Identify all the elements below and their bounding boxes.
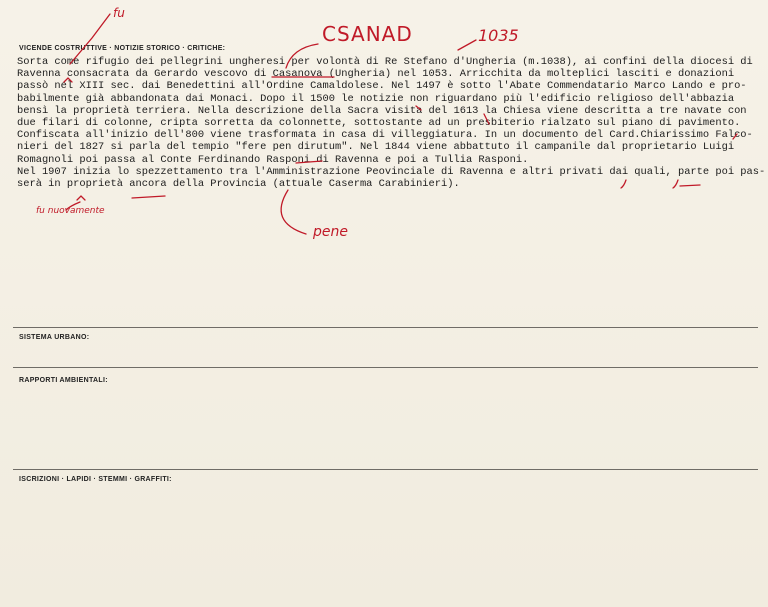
annotation-csanad: CSANAD	[322, 22, 413, 46]
annotation-arrow	[281, 190, 306, 234]
correction-mark	[416, 106, 421, 110]
text-line: Romagnoli poi passa al Conte Ferdinando Rasponi di Ravenna e poi a Tullia Rasponi.	[17, 153, 529, 166]
text-line: bensì la proprietà terriera. Nella descrizione della Sacra visita del 1613 la Chiesa viene descritta a tre navate con	[17, 104, 747, 117]
text-line: babilmente già abbandonata dai Monaci. Dopo il 1500 le notizie non riguardano più l'edificio religioso dell'abbazia	[17, 92, 735, 105]
correction-mark	[484, 114, 489, 124]
annotation-arrow	[286, 44, 318, 68]
text-line: serà in proprietà ancora della Provincia (attuale Caserma Carabinieri).	[17, 178, 460, 191]
correction-mark	[77, 196, 85, 200]
strike-mark	[680, 185, 700, 186]
strike-mark	[296, 161, 322, 163]
correction-mark	[621, 180, 626, 188]
text-line: passò nel XIII sec. dai Benedettini all'Ordine Camaldolese. Nel 1497 è sotto l'Abate Commendatario Marco Lando e pro-	[17, 80, 747, 93]
text-line: Ravenna consacrata da Gerardo vescovo di Casanova (Ungheria) nel 1053. Arricchita da molteplici lasciti e donazioni	[17, 68, 735, 81]
section-label-vicende: VICENDE COSTRUTTIVE · NOTIZIE STORICO · CRITICHE:	[19, 45, 226, 52]
annotation-arrow	[458, 40, 476, 50]
annotation-arrow	[70, 14, 110, 64]
correction-mark	[64, 78, 72, 82]
annotation-fu-nuovamente: fu nuovamente	[36, 206, 105, 216]
text-line: nieri del 1827 si parla del tempio "fere pen dirutum". Nel 1844 viene abbattuto il campanile dal proprietario Luigi	[17, 141, 735, 154]
strike-mark	[132, 196, 165, 198]
text-line: due filari di colonne, cripta sorretta da colonnette, sottostante ad un presbiterio rialzato sul piano di pavimento.	[17, 117, 741, 130]
annotation-fu: fu	[113, 6, 125, 20]
section-label-sistema-urbano: SISTEMA URBANO:	[19, 334, 90, 341]
text-line: Confiscata all'inizio dell'800 viene trasformata in casa di villeggiatura. In un documento del Card.Chiarissimo Falco-	[17, 129, 753, 142]
correction-mark	[673, 180, 678, 188]
annotation-pene: pene	[313, 224, 348, 240]
section-label-iscrizioni: ISCRIZIONI · LAPIDI · STEMMI · GRAFFITI:	[19, 476, 172, 483]
annotation-arrow	[66, 202, 80, 210]
section-label-rapporti-ambientali: RAPPORTI AMBIENTALI:	[19, 377, 108, 384]
correction-mark	[733, 134, 737, 139]
text-line: Sorta come rifugio dei pellegrini ungheresi per volontà di Re Stefano d'Ungheria (m.1038), ai confini della diocesi di	[17, 56, 753, 68]
annotation-year: 1035	[478, 26, 519, 45]
text-line: Nel 1907 inizia lo spezzettamento tra l'Amministrazione Peovinciale di Ravenna e altri privati dai quali, parte poi pas-	[17, 165, 766, 178]
